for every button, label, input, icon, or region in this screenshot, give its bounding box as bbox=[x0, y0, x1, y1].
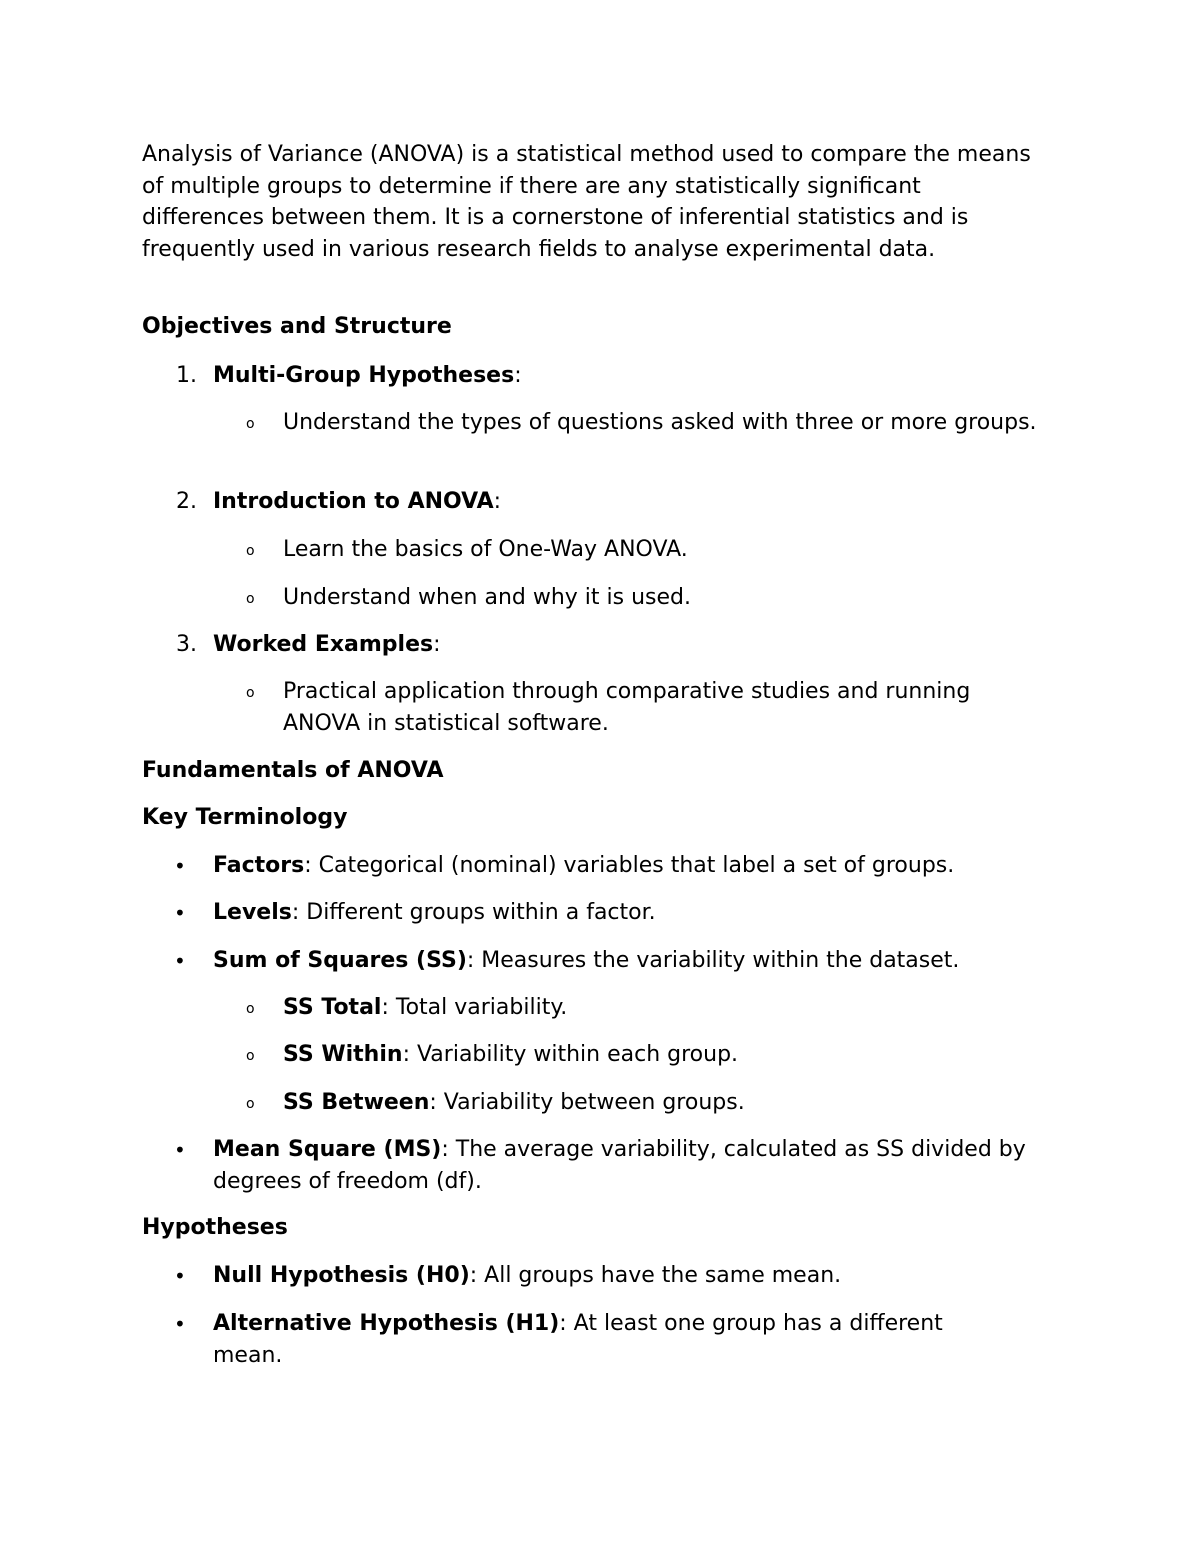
list-item bbox=[213, 629, 1073, 661]
list-item-title: Introduction to ANOVA bbox=[213, 489, 494, 514]
list-number: 1. bbox=[176, 363, 197, 388]
term-subitem bbox=[283, 992, 1043, 1024]
term-name: Sum of Squares (SS) bbox=[213, 948, 467, 973]
hypothesis-name: Alternative Hypothesis (H1) bbox=[213, 1311, 560, 1336]
list-item-suffix: : bbox=[493, 489, 502, 514]
term-desc: : The average variability, calculated as SS divided by degrees of freedom (df). bbox=[213, 1137, 1026, 1194]
bullet-icon: • bbox=[174, 1138, 186, 1162]
sub-bullet-icon: o bbox=[246, 685, 255, 701]
term-name: SS Within bbox=[283, 1042, 403, 1067]
sub-bullet-icon: o bbox=[246, 416, 255, 432]
list-number: 2. bbox=[176, 489, 197, 514]
objectives-heading: Objectives and Structure bbox=[142, 314, 452, 339]
hypotheses-heading: Hypotheses bbox=[142, 1215, 288, 1240]
hypothesis-item bbox=[213, 1308, 1013, 1371]
term-item bbox=[213, 897, 1073, 929]
term-desc: : Variability between groups. bbox=[429, 1090, 745, 1115]
list-item bbox=[213, 360, 1073, 392]
sub-bullet-icon: o bbox=[246, 1048, 255, 1064]
sub-bullet-icon: o bbox=[246, 1096, 255, 1112]
hypothesis-desc: : At least one group has a different mean. bbox=[213, 1311, 943, 1368]
list-item-suffix: : bbox=[433, 632, 441, 657]
sub-item: Learn the basics of One-Way ANOVA. bbox=[283, 537, 688, 562]
term-subitem bbox=[283, 1039, 1043, 1071]
key-terminology-heading: Key Terminology bbox=[142, 805, 348, 830]
list-number: 3. bbox=[176, 632, 197, 657]
hypothesis-desc: : All groups have the same mean. bbox=[469, 1263, 842, 1288]
list-item-title: Worked Examples bbox=[213, 632, 434, 657]
term-name: Factors bbox=[213, 853, 305, 878]
bullet-icon: • bbox=[174, 1264, 186, 1288]
term-item bbox=[213, 850, 1073, 882]
bullet-icon: • bbox=[174, 949, 186, 973]
bullet-icon: • bbox=[174, 1312, 186, 1336]
term-desc: : Measures the variability within the dataset. bbox=[466, 948, 960, 973]
sub-item: Understand when and why it is used. bbox=[283, 585, 691, 610]
term-name: SS Total bbox=[283, 995, 382, 1020]
sub-bullet-icon: o bbox=[246, 543, 255, 559]
term-desc: : Total variability. bbox=[381, 995, 568, 1020]
term-name: Levels bbox=[213, 900, 292, 925]
list-item-title: Multi-Group Hypotheses bbox=[213, 363, 515, 388]
sub-bullet-icon: o bbox=[246, 1001, 255, 1017]
term-desc: : Variability within each group. bbox=[402, 1042, 739, 1067]
sub-item: Understand the types of questions asked with three or more groups. bbox=[283, 410, 1037, 435]
fundamentals-heading: Fundamentals of ANOVA bbox=[142, 758, 444, 783]
hypothesis-item bbox=[213, 1260, 1073, 1292]
list-item-suffix: : bbox=[514, 363, 522, 388]
bullet-icon: • bbox=[174, 901, 186, 925]
term-item bbox=[213, 1134, 1063, 1197]
sub-item: Practical application through comparative studies and running ANOVA in statistical software. bbox=[283, 679, 971, 736]
hypothesis-name: Null Hypothesis (H0) bbox=[213, 1263, 470, 1288]
intro-paragraph: Analysis of Variance (ANOVA) is a statistical method used to compare the means of multiple groups to determine if there are any statistically significant differences between them. It is a cornerstone of inferential statistics and is frequently used in various research fields to analyse experimental data. bbox=[142, 142, 1031, 262]
sub-bullet-icon: o bbox=[246, 591, 255, 607]
term-name: SS Between bbox=[283, 1090, 430, 1115]
term-desc: : Different groups within a factor. bbox=[291, 900, 656, 925]
term-desc: : Categorical (nominal) variables that label a set of groups. bbox=[304, 853, 955, 878]
term-name: Mean Square (MS) bbox=[213, 1137, 442, 1162]
bullet-icon: • bbox=[174, 854, 186, 878]
list-item bbox=[213, 486, 1073, 518]
term-item bbox=[213, 945, 1073, 977]
term-subitem bbox=[283, 1087, 1043, 1119]
